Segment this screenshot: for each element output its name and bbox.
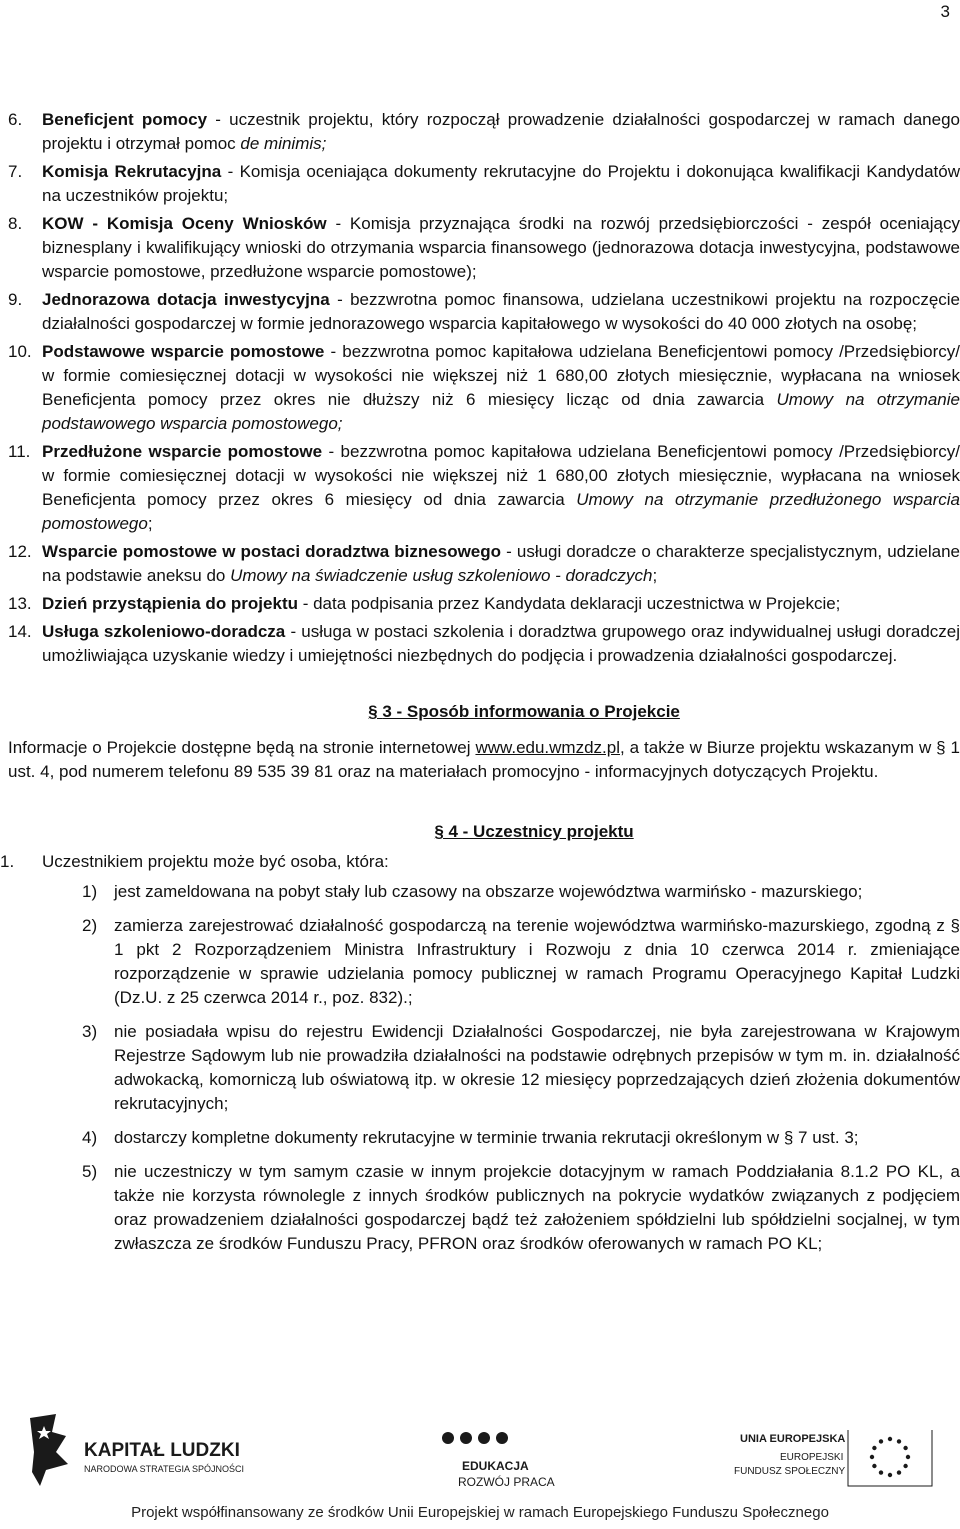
eu-star [879,1439,883,1443]
eu-star [903,1446,907,1450]
definition-text: - bezzwrotna pomoc finansowa, udzielana uczestnikowi projektu na rozpoczęcie działalności gospodarczej w formie jednorazowego wsparcia kapitałowego w wysokości do 40 000 złotych na osobę; [42,290,960,333]
eu-star [906,1455,910,1459]
website-link[interactable]: www.edu.wmzdz.pl [475,738,621,757]
definition-term: Dzień przystąpienia do projektu [42,594,298,613]
eu-star [870,1455,874,1459]
condition-item [8,1160,960,1256]
document-body [0,108,960,1266]
condition-text: nie posiadała wpisu do rejestru Ewidencji Działalności Gospodarczej, nie była zarejestrowana w Krajowym Rejestrze Sądowym lub nie prowadziła działalności na podstawie odrębnych przepisów w tym m. in. działalność adwokacką, komorniczą lub oświatową itp. w okresie 12 miesięcy poprzedzających dzień złożenia dokumentów rekrutacyjnych; [114,1022,960,1113]
definition-text: - usługi doradcze o charakterze specjalistycznym, udzielane na podstawie aneksu do [42,542,960,585]
definition-term: KOW - Komisja Oceny Wniosków [42,214,327,233]
section-sign: § [368,702,383,721]
definition-text: - bezzwrotna pomoc kapitałowa udzielana Beneficjentowi pomocy /Przedsiębiorcy/ w formie comiesięcznej dotacji w wysokości nie większej niż 1 680,00 złotych miesięcznie, wypłacana na wniosek Beneficjenta pomocy przez okres nie dłuższy niż 6 miesięcy licząc od dnia zawarcia [42,342,960,409]
kapital-ludzki-logo [26,1412,256,1492]
svg-text:EDUKACJA: EDUKACJA [462,1459,529,1473]
eu-star [888,1437,892,1441]
definition-text: - Komisja oceniająca dokumenty rekrutacyjne do Projektu i dokonująca kwalifikacji Kandydatów na uczestników projektu; [42,162,960,205]
definition-term: Jednorazowa dotacja inwestycyjna [42,290,330,309]
definition-item [8,620,960,668]
condition-number: 2) [82,916,98,935]
eu-star [888,1473,892,1477]
definition-item [8,108,960,156]
section-3-title: § 3 - Sposób informowania o Projekcie [368,702,680,721]
condition-text: jest zameldowana na pobyt stały lub czasowy na obszarze województwa warmińsko - mazurskiego; [114,882,863,901]
condition-number: 5) [82,1162,98,1181]
participant-conditions [8,880,960,1256]
definition-item [8,212,960,284]
definition-item [8,340,960,436]
section-4-title: § 4 - Uczestnicy projektu [434,822,634,841]
condition-number: 4) [82,1128,98,1147]
definition-text: - Komisja przyznająca środki na rozwój przedsiębiorczości - zespół oceniający biznesplany i kwalifikujący wnioski do otrzymania wsparcia finansowego (jednorazowa dotacja inwestycyjna, podstawowe wsparcie pomostowe, przedłużone wsparcie pomostowe); [42,214,960,281]
definition-italic: Umowy na świadczenie usług szkoleniowo - doradczych [230,566,653,585]
definition-text: - bezzwrotna pomoc kapitałowa udzielana Beneficjentowi pomocy /Przedsiębiorcy/ w formie comiesięcznej dotacji w wysokości nie większej niż 1 680,00 złotych miesięcznie, wypłacana na wniosek Beneficjenta pomocy przez okres 6 miesięcy od dnia zawarcia [42,442,960,509]
eu-star [872,1464,876,1468]
definition-item [8,540,960,588]
definition-item [8,288,960,336]
definition-number: 10. [8,342,32,361]
definition-term: Usługa szkoleniowo-doradcza [42,622,286,641]
definition-term: Przedłużone wsparcie pomostowe [42,442,323,461]
footer [0,1410,960,1529]
edukacja-rozwoj-praca-logo [440,1430,580,1490]
definition-term: Komisja Rekrutacyjna [42,162,222,181]
page-number: 3 [940,2,950,21]
definition-number: 7. [8,162,23,181]
definition-italic: Umowy na otrzymanie przedłużonego wsparcia pomostowego [42,490,960,533]
eu-stars-icon [870,1437,910,1477]
definition-italic: Umowy na otrzymanie podstawowego wsparcia pomostowego; [42,390,960,433]
definition-after: ; [147,514,153,533]
eu-social-fund-logo [728,1430,948,1490]
condition-item [8,914,960,1010]
svg-text:NARODOWA STRATEGIA SPÓJNOŚCI: NARODOWA STRATEGIA SPÓJNOŚCI [84,1464,245,1474]
definition-text: - usługa w postaci szkolenia i doradztwa grupowego oraz indywidualnej usługi doradczej umożliwiająca uzyskanie wiedzy i umiejętności niezbędnych do podjęcia i prowadzenia działalności gospodarczej. [42,622,960,665]
svg-text:FUNDUSZ SPOŁECZNY: FUNDUSZ SPOŁECZNY [734,1466,846,1477]
eu-star [897,1470,901,1474]
definition-number: 9. [8,290,23,309]
eu-star [872,1446,876,1450]
svg-text:UNIA EUROPEJSKA: UNIA EUROPEJSKA [740,1433,846,1445]
section-3-paragraph: Informacje o Projekcie dostępne będą na stronie internetowej www.edu.wmzdz.pl, a także w Biurze projektu wskazanym w § 1 ust. 4, pod numerem telefonu 89 535 39 81 oraz na materiałach promocyjno - informacyjnych dotyczących Projektu. [8,738,960,781]
eu-star [903,1464,907,1468]
definition-after: ; [652,566,658,585]
definition-term: Beneficjent pomocy [42,110,208,129]
eu-star [897,1439,901,1443]
definition-item [8,440,960,536]
condition-item [8,1020,960,1116]
condition-text: zamierza zarejestrować działalność gospodarczą na terenie województwa warmińsko-mazurskiego, zgodną z § 1 pkt 2 Rozporządzeniem Ministra Infrastruktury i Rozwoju z dnia 10 czerwca 2014 r. zmieniające rozporządzenie w sprawie udzielania pomocy publicznej w ramach Programu Operacyjnego Kapitał Ludzki (Dz.U. z 25 czerwca 2014 r., poz. 832).; [114,916,960,1007]
condition-text: dostarczy kompletne dokumenty rekrutacyjne w terminie trwania rekrutacji określonym w § 7 ust. 3; [114,1128,859,1147]
svg-text:EUROPEJSKI: EUROPEJSKI [780,1452,844,1463]
definitions-list [8,108,960,668]
definition-item [8,592,960,616]
definition-italic: de minimis; [240,134,327,153]
participant-intro: 1. Uczestnikiem projektu może być osoba, która: [0,852,389,871]
definition-number: 11. [8,442,31,461]
definition-item [8,160,960,208]
condition-number: 1) [82,882,98,901]
condition-item [8,880,960,904]
definition-number: 14. [8,622,32,641]
svg-text:KAPITAŁ LUDZKI: KAPITAŁ LUDZKI [84,1440,240,1461]
funding-statement: Projekt współfinansowany ze środków Unii Europejskiej w ramach Europejskiego Funduszu Społecznego [131,1504,829,1521]
svg-text:ROZWÓJ PRACA: ROZWÓJ PRACA [458,1475,555,1489]
definition-number: 6. [8,110,23,129]
condition-text: nie uczestniczy w tym samym czasie w innym projekcie dotacyjnym w ramach Poddziałania 8.1.2 PO KL, a także nie korzysta równolegle z innych środków publicznych na pokrycie wydatków związanych z podjęciem oraz prowadzeniem działalności gospodarczej bądź też założeniem spółdzielni lub spółdzielni socjalnej, w tym zwłaszcza ze środków Funduszu Pracy, PFRON oraz środków oferowanych w ramach PO KL; [114,1162,960,1253]
definition-text: - uczestnik projektu, który rozpoczął prowadzenie działalności gospodarczej w ramach danego projektu i otrzymał pomoc [42,110,960,153]
condition-item [8,1126,960,1150]
definition-term: Wsparcie pomostowe w postaci doradztwa biznesowego [42,542,502,561]
definition-number: 8. [8,214,23,233]
condition-number: 3) [82,1022,98,1041]
section-sign: § [434,822,449,841]
definition-number: 12. [8,542,32,561]
eu-star [879,1470,883,1474]
definition-text: - data podpisania przez Kandydata deklaracji uczestnictwa w Projekcie; [298,594,841,613]
definition-number: 13. [8,594,32,613]
definition-term: Podstawowe wsparcie pomostowe [42,342,325,361]
